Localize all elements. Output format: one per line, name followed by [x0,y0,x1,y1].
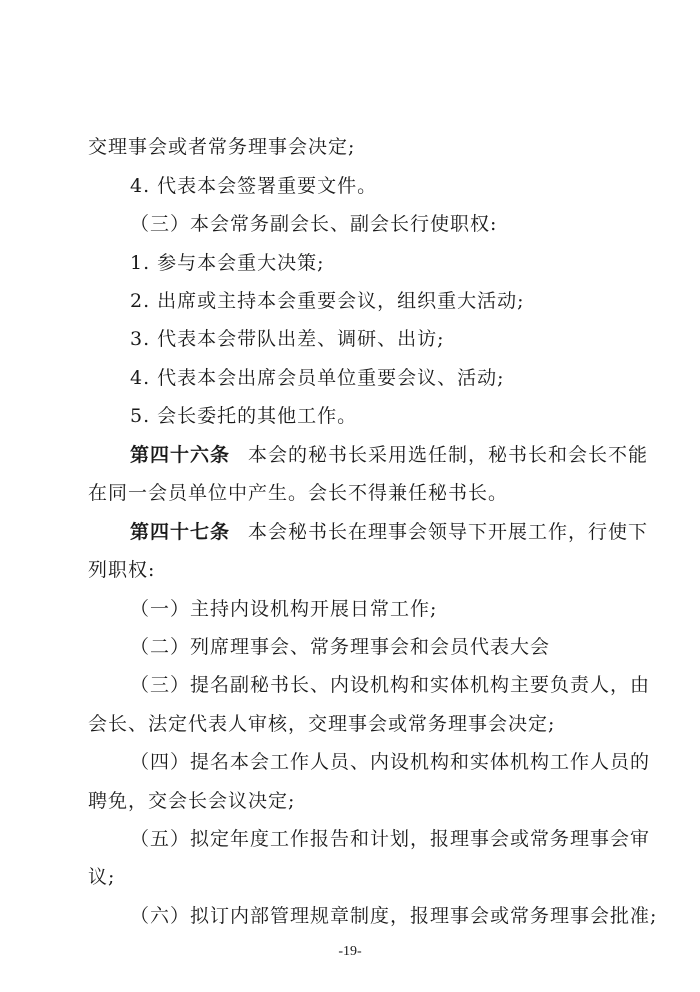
list-item-continuation: 议; [88,866,116,888]
list-item: （一）主持内设机构开展日常工作; [130,598,438,620]
section-heading: （三）本会常务副会长、副会长行使职权: [130,213,498,235]
list-item: 3. 代表本会带队出差、调研、出访; [130,328,445,350]
list-item: （二）列席理事会、常务理事会和会员代表大会 [130,636,551,658]
list-item: （四）提名本会工作人员、内设机构和实体机构工作人员的 [130,751,651,773]
list-item-continuation: 聘免，交会长会议决定; [88,790,296,812]
article-46-line1 [130,443,648,467]
article-text: 本会的秘书长采用选任制，秘书长和会长不能 [248,444,649,466]
article-text: 本会秘书长在理事会领导下开展工作，行使下 [248,521,649,543]
list-item: 1. 参与本会重大决策; [130,252,325,274]
article-heading: 第四十六条 [130,444,231,466]
page-number: -19- [338,944,362,959]
article-47-line1 [130,520,648,544]
paragraph-line: 交理事会或者常务理事会决定; [88,136,356,158]
list-item: 4. 代表本会签署重要文件。 [130,175,378,197]
list-item: （六）拟订内部管理规章制度，报理事会或常务理事会批准; [130,905,658,927]
article-47-line2: 列职权: [88,559,156,581]
list-item: （五）拟定年度工作报告和计划，报理事会或常务理事会审 [130,828,651,850]
article-heading: 第四十七条 [130,521,231,543]
list-item: 5. 会长委托的其他工作。 [130,405,358,427]
list-item-continuation: 会长、法定代表人审核，交理事会或常务理事会决定; [88,713,556,735]
list-item: （三）提名副秘书长、内设机构和实体机构主要负责人，由 [130,674,651,696]
list-item: 4. 代表本会出席会员单位重要会议、活动; [130,367,505,389]
list-item: 2. 出席或主持本会重要会议，组织重大活动; [130,290,525,312]
article-46-line2: 在同一会员单位中产生。会长不得兼任秘书长。 [88,482,509,504]
